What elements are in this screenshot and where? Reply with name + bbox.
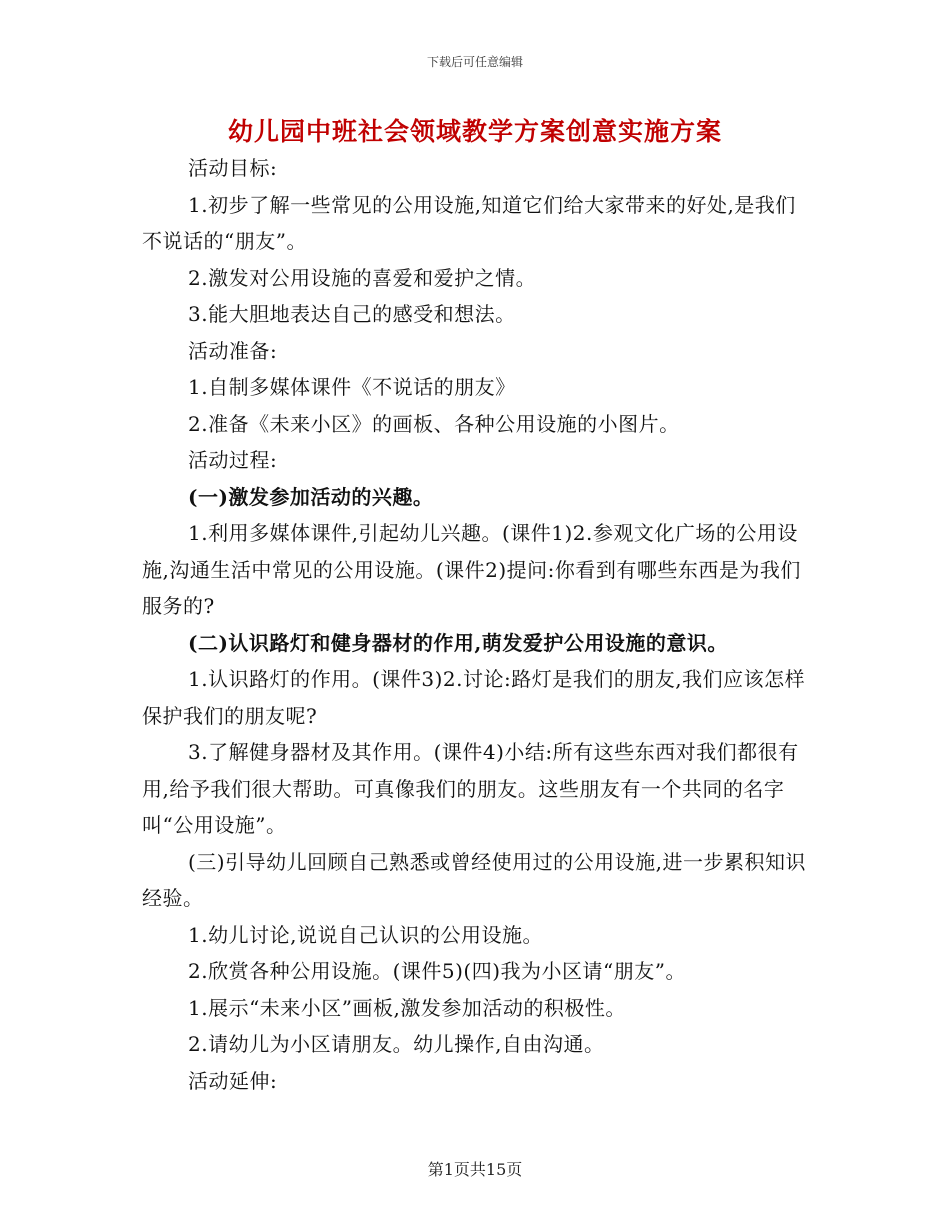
document-title: 幼儿园中班社会领域教学方案创意实施方案 — [227, 117, 722, 146]
page-header: 下载后可任意编辑 — [426, 55, 523, 69]
paragraph-section-2-heading: (二)认识路灯和健身器材的作用,萌发爱护公用设施的意识。 — [188, 630, 728, 655]
paragraph-section-1-body: 1.利用多媒体课件,引起幼儿兴趣。(课件1)2.参观文化广场的公用设施,沟通生活中常见的公用设施。(课件2)提问:你看到有哪些东西是为我们服务的? — [142, 521, 801, 618]
paragraph-preparation-heading: 活动准备: — [188, 338, 278, 363]
paragraph-section-3-item-1: 1.幼儿讨论,说说自己认识的公用设施。 — [188, 922, 543, 947]
paragraph-process-heading: 活动过程: — [188, 448, 278, 472]
paragraph-objective-1: 1.初步了解一些常见的公用设施,知道它们给大家带来的好处,是我们不说话的“朋友”。 — [142, 192, 796, 253]
paragraph-objective-3: 3.能大胆地表达自己的感受和想法。 — [188, 302, 516, 326]
paragraph-objectives-heading: 活动目标: — [188, 156, 278, 180]
paragraph-section-3-item-2: 2.欣赏各种公用设施。(课件5)(四)我为小区请“朋友”。 — [188, 959, 686, 983]
paragraph-preparation-2: 2.准备《未来小区》的画板、各种公用设施的小图片。 — [188, 411, 680, 436]
paragraph-section-2-body-b: 3.了解健身器材及其作用。(课件4)小结:所有这些东西对我们都很有用,给予我们很大帮助。可真像我们的朋友。这些朋友有一个共同的名字叫“公用设施”。 — [142, 740, 799, 837]
paragraph-section-4-item-1: 1.展示“未来小区”画板,激发参加活动的积极性。 — [188, 995, 626, 1020]
paragraph-extension-heading: 活动延伸: — [188, 1068, 278, 1093]
paragraph-preparation-1: 1.自制多媒体课件《不说话的朋友》 — [188, 375, 516, 399]
paragraph-section-1-heading: (一)激发参加活动的兴趣。 — [188, 484, 434, 509]
document-body — [142, 150, 808, 1099]
paragraph-section-2-body-a: 1.认识路灯的作用。(课件3)2.讨论:路灯是我们的朋友,我们应该怎样保护我们的朋友呢? — [142, 667, 806, 728]
paragraph-objective-2: 2.激发对公用设施的喜爱和爱护之情。 — [188, 265, 537, 290]
paragraph-section-4-item-2: 2.请幼儿为小区请朋友。幼儿操作,自由沟通。 — [188, 1032, 605, 1056]
paragraph-section-3-heading: (三)引导幼儿回顾自己熟悉或曾经使用过的公用设施,进一步累积知识经验。 — [142, 849, 806, 910]
page-footer: 第1页共15页 — [427, 1160, 523, 1179]
